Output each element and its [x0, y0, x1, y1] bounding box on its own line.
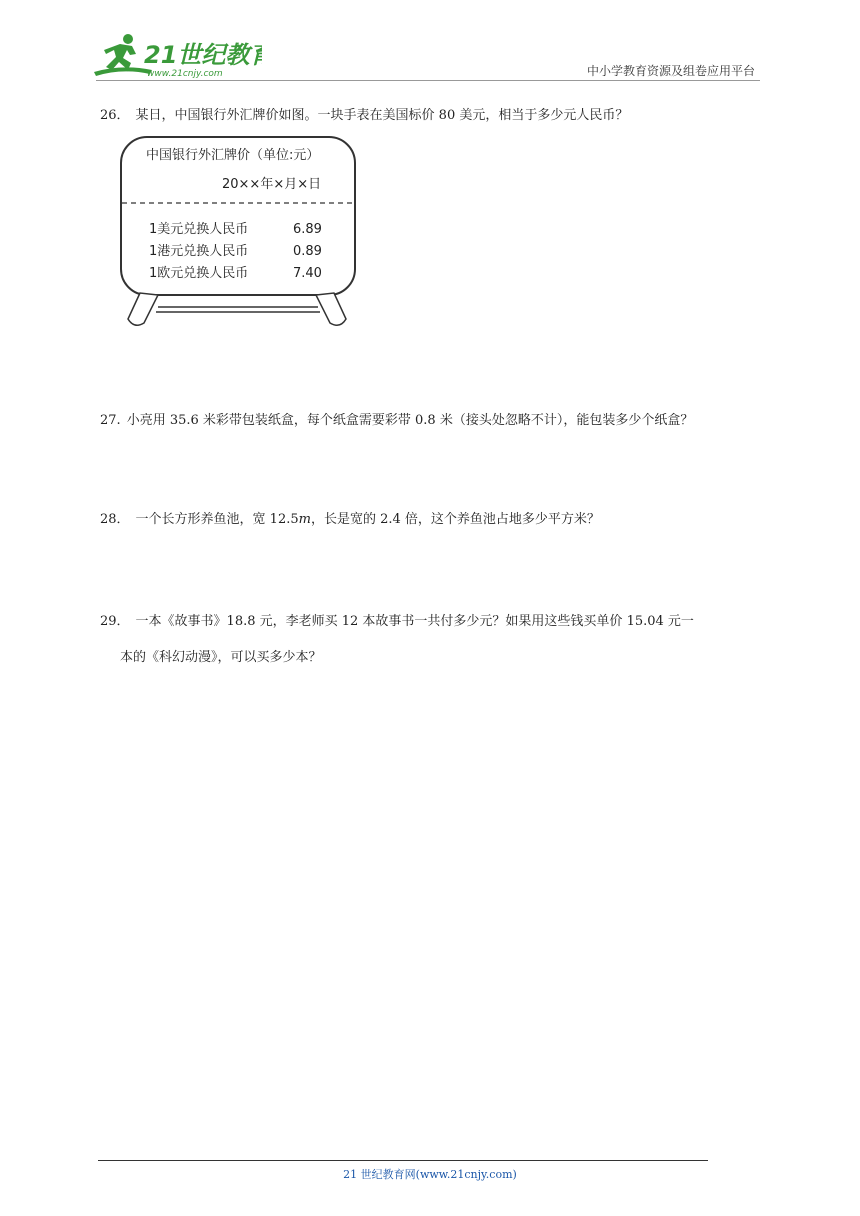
board-stand — [128, 293, 346, 325]
logo-runner-icon — [92, 30, 262, 80]
question-number: 28． — [100, 512, 130, 527]
footer-link[interactable]: 21 世纪教育网(www.21cnjy.com) — [343, 1168, 517, 1181]
question-text-continued: 本的《科幻动漫》，可以买多少本？ — [120, 650, 322, 665]
question-text: 某日，中国银行外汇牌价如图。一块手表在美国标价 80 美元，相当于多少元人民币？ — [135, 108, 629, 123]
rate-row-value: 7.40 — [293, 266, 322, 281]
unit-symbol: m — [298, 512, 311, 527]
exchange-rate-board — [118, 135, 358, 335]
board-date: 20××年×月×日 — [222, 177, 322, 192]
question-number: 27. — [100, 413, 121, 428]
question-text: 一本《故事书》18.8 元，李老师买 12 本故事书一共付多少元？如果用这些钱买单价 15.04 元一 — [135, 614, 694, 629]
question-text: 小亮用 35.6 米彩带包装纸盒，每个纸盒需要彩带 0.8 米（接头处忽略不计），能包装多少个纸盒？ — [126, 413, 694, 428]
question-text: ，长是宽的 2.4 倍，这个养鱼池占地多少平方米？ — [310, 512, 600, 527]
platform-name: 中小学教育资源及组卷应用平台 — [586, 64, 755, 78]
question-28 — [100, 509, 600, 531]
question-29 — [100, 611, 770, 669]
board-title: 中国银行外汇牌价（单位:元） — [146, 148, 320, 163]
rate-row-value: 6.89 — [293, 222, 322, 237]
question-text: 一个长方形养鱼池，宽 12.5 — [135, 512, 299, 527]
rate-row-label: 1美元兑换人民币 — [149, 222, 249, 237]
logo-url-text: www.21cnjy.com — [147, 69, 223, 79]
rate-row-label: 1港元兑换人民币 — [149, 244, 249, 259]
logo-brand-text: 21世纪教育 — [144, 41, 262, 69]
question-number: 26． — [100, 108, 130, 123]
header-divider — [96, 80, 760, 81]
rate-row-label: 1欧元兑换人民币 — [149, 266, 249, 281]
question-number: 29． — [100, 614, 130, 629]
question-26 — [100, 105, 628, 127]
footer-divider — [98, 1160, 708, 1161]
site-logo — [92, 30, 262, 80]
question-27 — [100, 410, 693, 432]
rate-row-value: 0.89 — [293, 244, 322, 259]
